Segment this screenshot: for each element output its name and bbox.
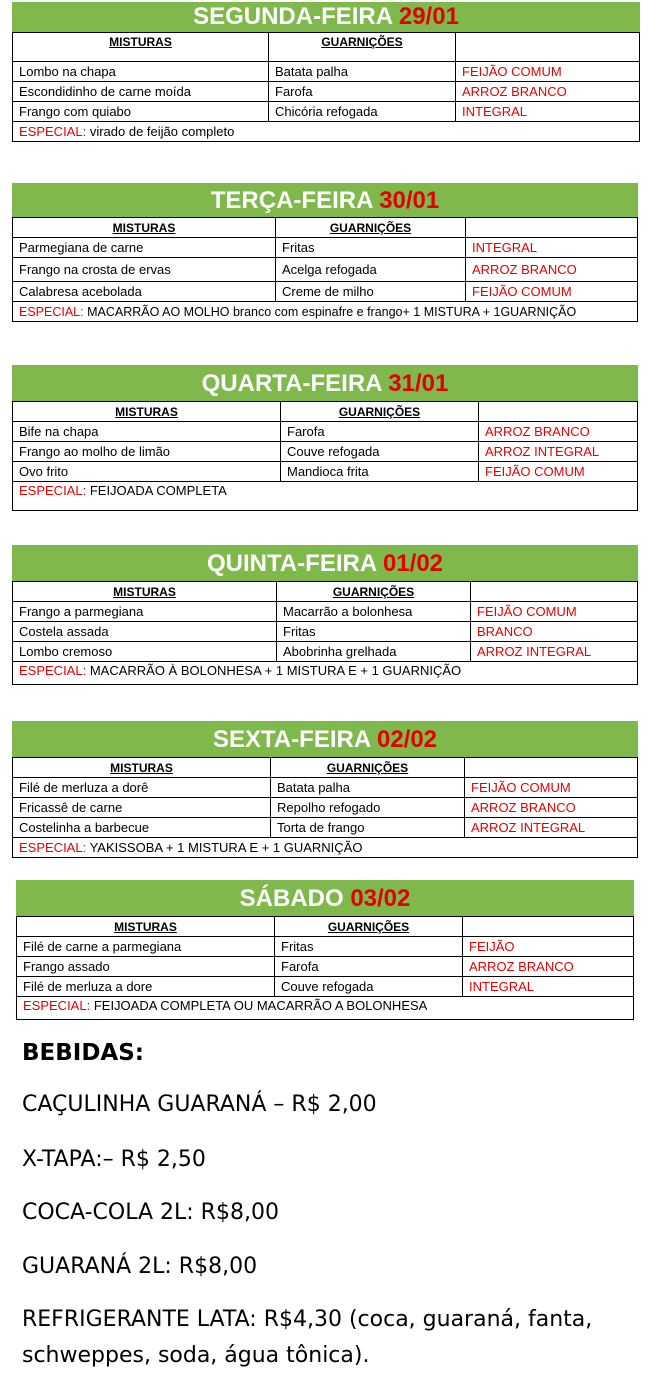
guarnicao-cell: Abobrinha grelhada: [277, 642, 471, 662]
day-header: [12, 721, 638, 757]
table-header-row: [13, 33, 640, 62]
drink-item: GUARANÁ 2L: R$8,00: [22, 1254, 258, 1279]
mistura-cell: Costela assada: [13, 622, 277, 642]
table-header-row: [13, 218, 638, 238]
drink-item: schweppes, soda, água tônica).: [22, 1343, 370, 1368]
day-header: [12, 183, 638, 217]
table-row: [13, 778, 638, 798]
header-misturas: MISTURAS: [17, 917, 275, 937]
table-row: [13, 798, 638, 818]
base-cell: BRANCO: [471, 622, 638, 642]
day-header: [12, 2, 640, 32]
especial-text: MACARRÃO AO MOLHO branco com espinafre e frango+ 1 MISTURA + 1GUARNIÇÃO: [87, 304, 577, 319]
day-tuesday: [12, 183, 638, 322]
day-date: 01/02: [382, 550, 444, 577]
table-header-row: [13, 582, 638, 602]
base-cell: ARROZ INTEGRAL: [471, 642, 638, 662]
base-cell: ARROZ INTEGRAL: [479, 442, 638, 462]
especial-row: [13, 482, 638, 511]
mistura-cell: Frango assado: [17, 957, 275, 977]
table-row: [13, 422, 638, 442]
mistura-cell: Escondidinho de carne moída: [13, 82, 269, 102]
day-header: [16, 880, 634, 916]
header-misturas: MISTURAS: [13, 402, 281, 422]
guarnicao-cell: Creme de milho: [276, 282, 466, 302]
mistura-cell: Fricassê de carne: [13, 798, 271, 818]
header-blank: [471, 582, 638, 602]
especial-cell: [13, 122, 640, 142]
mistura-cell: Frango na crosta de ervas: [13, 258, 276, 282]
guarnicao-cell: Batata palha: [271, 778, 465, 798]
table-row: [13, 282, 638, 302]
especial-row: [13, 838, 638, 858]
base-cell: ARROZ BRANCO: [466, 258, 638, 282]
especial-row: [13, 302, 638, 322]
header-misturas: MISTURAS: [13, 758, 271, 778]
header-guarnicoes: GUARNIÇÕES: [269, 33, 456, 62]
day-name: QUARTA-FEIRA: [201, 370, 382, 397]
mistura-cell: Filé de carne a parmegiana: [17, 937, 275, 957]
day-name: QUINTA-FEIRA: [206, 550, 377, 577]
mistura-cell: Filé de merluza a dorê: [13, 778, 271, 798]
day-header: [12, 365, 638, 401]
guarnicao-cell: Farofa: [269, 82, 456, 102]
table-row: [13, 442, 638, 462]
base-cell: INTEGRAL: [456, 102, 640, 122]
guarnicao-cell: Repolho refogado: [271, 798, 465, 818]
table-row: [13, 62, 640, 82]
menu-table: [12, 401, 638, 511]
table-row: [13, 258, 638, 282]
table-row: [13, 82, 640, 102]
day-date: 03/02: [350, 885, 411, 912]
day-date: 29/01: [398, 3, 459, 30]
table-row: [17, 957, 634, 977]
header-guarnicoes: GUARNIÇÕES: [275, 917, 463, 937]
mistura-cell: Costelinha a barbecue: [13, 818, 271, 838]
menu-table: [16, 916, 634, 1020]
menu-table: [12, 757, 638, 858]
especial-cell: [13, 482, 638, 511]
header-misturas: MISTURAS: [13, 218, 276, 238]
day-name: SEXTA-FEIRA: [212, 726, 371, 753]
day-friday: [12, 721, 638, 858]
table-row: [13, 622, 638, 642]
mistura-cell: Bife na chapa: [13, 422, 281, 442]
table-row: [17, 977, 634, 997]
especial-text: FEIJOADA COMPLETA: [89, 483, 227, 498]
base-cell: INTEGRAL: [466, 238, 638, 258]
guarnicao-cell: Macarrão a bolonhesa: [277, 602, 471, 622]
day-header: [12, 545, 638, 581]
mistura-cell: Parmegiana de carne: [13, 238, 276, 258]
especial-cell: [13, 302, 638, 322]
day-thursday: [12, 545, 638, 685]
menu-table: [12, 32, 640, 142]
header-misturas: MISTURAS: [13, 582, 277, 602]
especial-row: [13, 662, 638, 685]
guarnicao-cell: Torta de frango: [271, 818, 465, 838]
guarnicao-cell: Batata palha: [269, 62, 456, 82]
table-header-row: [17, 917, 634, 937]
mistura-cell: Filé de merluza a dore: [17, 977, 275, 997]
day-date: 02/02: [376, 726, 438, 753]
table-row: [13, 238, 638, 258]
base-cell: FEIJÃO COMUM: [471, 602, 638, 622]
guarnicao-cell: Fritas: [275, 937, 463, 957]
menu-table: [12, 581, 638, 685]
header-guarnicoes: GUARNIÇÕES: [276, 218, 466, 238]
table-row: [17, 937, 634, 957]
especial-row: [13, 122, 640, 142]
especial-text: FEIJOADA COMPLETA OU MACARRÃO A BOLONHESA: [93, 998, 428, 1013]
base-cell: ARROZ BRANCO: [465, 798, 638, 818]
drinks-title: BEBIDAS:: [22, 1040, 144, 1066]
table-header-row: [13, 402, 638, 422]
day-date: 31/01: [388, 370, 449, 397]
table-row: [13, 102, 640, 122]
day-date: 30/01: [379, 187, 440, 214]
guarnicao-cell: Farofa: [281, 422, 479, 442]
especial-cell: [17, 997, 634, 1020]
header-guarnicoes: GUARNIÇÕES: [271, 758, 465, 778]
mistura-cell: Frango ao molho de limão: [13, 442, 281, 462]
header-blank: [463, 917, 634, 937]
especial-text: YAKISSOBA + 1 MISTURA E + 1 GUARNIÇÃO: [89, 839, 363, 855]
especial-label: ESPECIAL:: [19, 304, 84, 319]
table-row: [13, 602, 638, 622]
base-cell: FEIJÃO COMUM: [466, 282, 638, 302]
table-header-row: [13, 758, 638, 778]
especial-text: MACARRÃO À BOLONHESA + 1 MISTURA E + 1 GUARNIÇÃO: [89, 663, 462, 678]
guarnicao-cell: Mandioca frita: [281, 462, 479, 482]
especial-label: ESPECIAL:: [23, 998, 91, 1013]
day-monday: [12, 2, 640, 142]
menu-table: [12, 217, 638, 322]
table-row: [13, 462, 638, 482]
day-saturday: [16, 880, 634, 1020]
especial-cell: [13, 662, 638, 685]
base-cell: FEIJÃO COMUM: [456, 62, 640, 82]
base-cell: ARROZ BRANCO: [479, 422, 638, 442]
base-cell: ARROZ INTEGRAL: [465, 818, 638, 838]
base-cell: INTEGRAL: [463, 977, 634, 997]
base-cell: FEIJÃO: [463, 937, 634, 957]
especial-cell: [13, 838, 638, 858]
header-guarnicoes: GUARNIÇÕES: [277, 582, 471, 602]
header-guarnicoes: GUARNIÇÕES: [281, 402, 479, 422]
guarnicao-cell: Acelga refogada: [276, 258, 466, 282]
especial-label: ESPECIAL:: [19, 839, 87, 855]
mistura-cell: Lombo cremoso: [13, 642, 277, 662]
drink-item: X-TAPA:– R$ 2,50: [22, 1147, 206, 1172]
mistura-cell: Ovo frito: [13, 462, 281, 482]
header-blank: [479, 402, 638, 422]
mistura-cell: Frango com quiabo: [13, 102, 269, 122]
day-name: TERÇA-FEIRA: [210, 187, 373, 214]
guarnicao-cell: Couve refogada: [281, 442, 479, 462]
base-cell: FEIJÃO COMUM: [479, 462, 638, 482]
guarnicao-cell: Chicória refogada: [269, 102, 456, 122]
day-name: SEGUNDA-FEIRA: [193, 3, 393, 30]
guarnicao-cell: Couve refogada: [275, 977, 463, 997]
base-cell: ARROZ BRANCO: [463, 957, 634, 977]
guarnicao-cell: Fritas: [276, 238, 466, 258]
drink-item: CAÇULINHA GUARANÁ – R$ 2,00: [22, 1092, 377, 1117]
mistura-cell: Calabresa acebolada: [13, 282, 276, 302]
table-row: [13, 642, 638, 662]
mistura-cell: Frango a parmegiana: [13, 602, 277, 622]
guarnicao-cell: Fritas: [277, 622, 471, 642]
table-row: [13, 818, 638, 838]
especial-text: virado de feijão completo: [89, 123, 235, 139]
header-blank: [466, 218, 638, 238]
drink-item: COCA-COLA 2L: R$8,00: [22, 1200, 279, 1225]
especial-row: [17, 997, 634, 1020]
especial-label: ESPECIAL:: [19, 483, 87, 498]
header-blank: [456, 33, 640, 62]
header-blank: [465, 758, 638, 778]
especial-label: ESPECIAL:: [19, 663, 87, 678]
base-cell: FEIJÃO COMUM: [465, 778, 638, 798]
mistura-cell: Lombo na chapa: [13, 62, 269, 82]
base-cell: ARROZ BRANCO: [456, 82, 640, 102]
guarnicao-cell: Farofa: [275, 957, 463, 977]
header-misturas: MISTURAS: [13, 33, 269, 62]
day-name: SÁBADO: [239, 885, 344, 912]
especial-label: ESPECIAL:: [19, 123, 87, 139]
drink-item: REFRIGERANTE LATA: R$4,30 (coca, guaraná, fanta,: [22, 1307, 593, 1332]
day-wednesday: [12, 365, 638, 511]
